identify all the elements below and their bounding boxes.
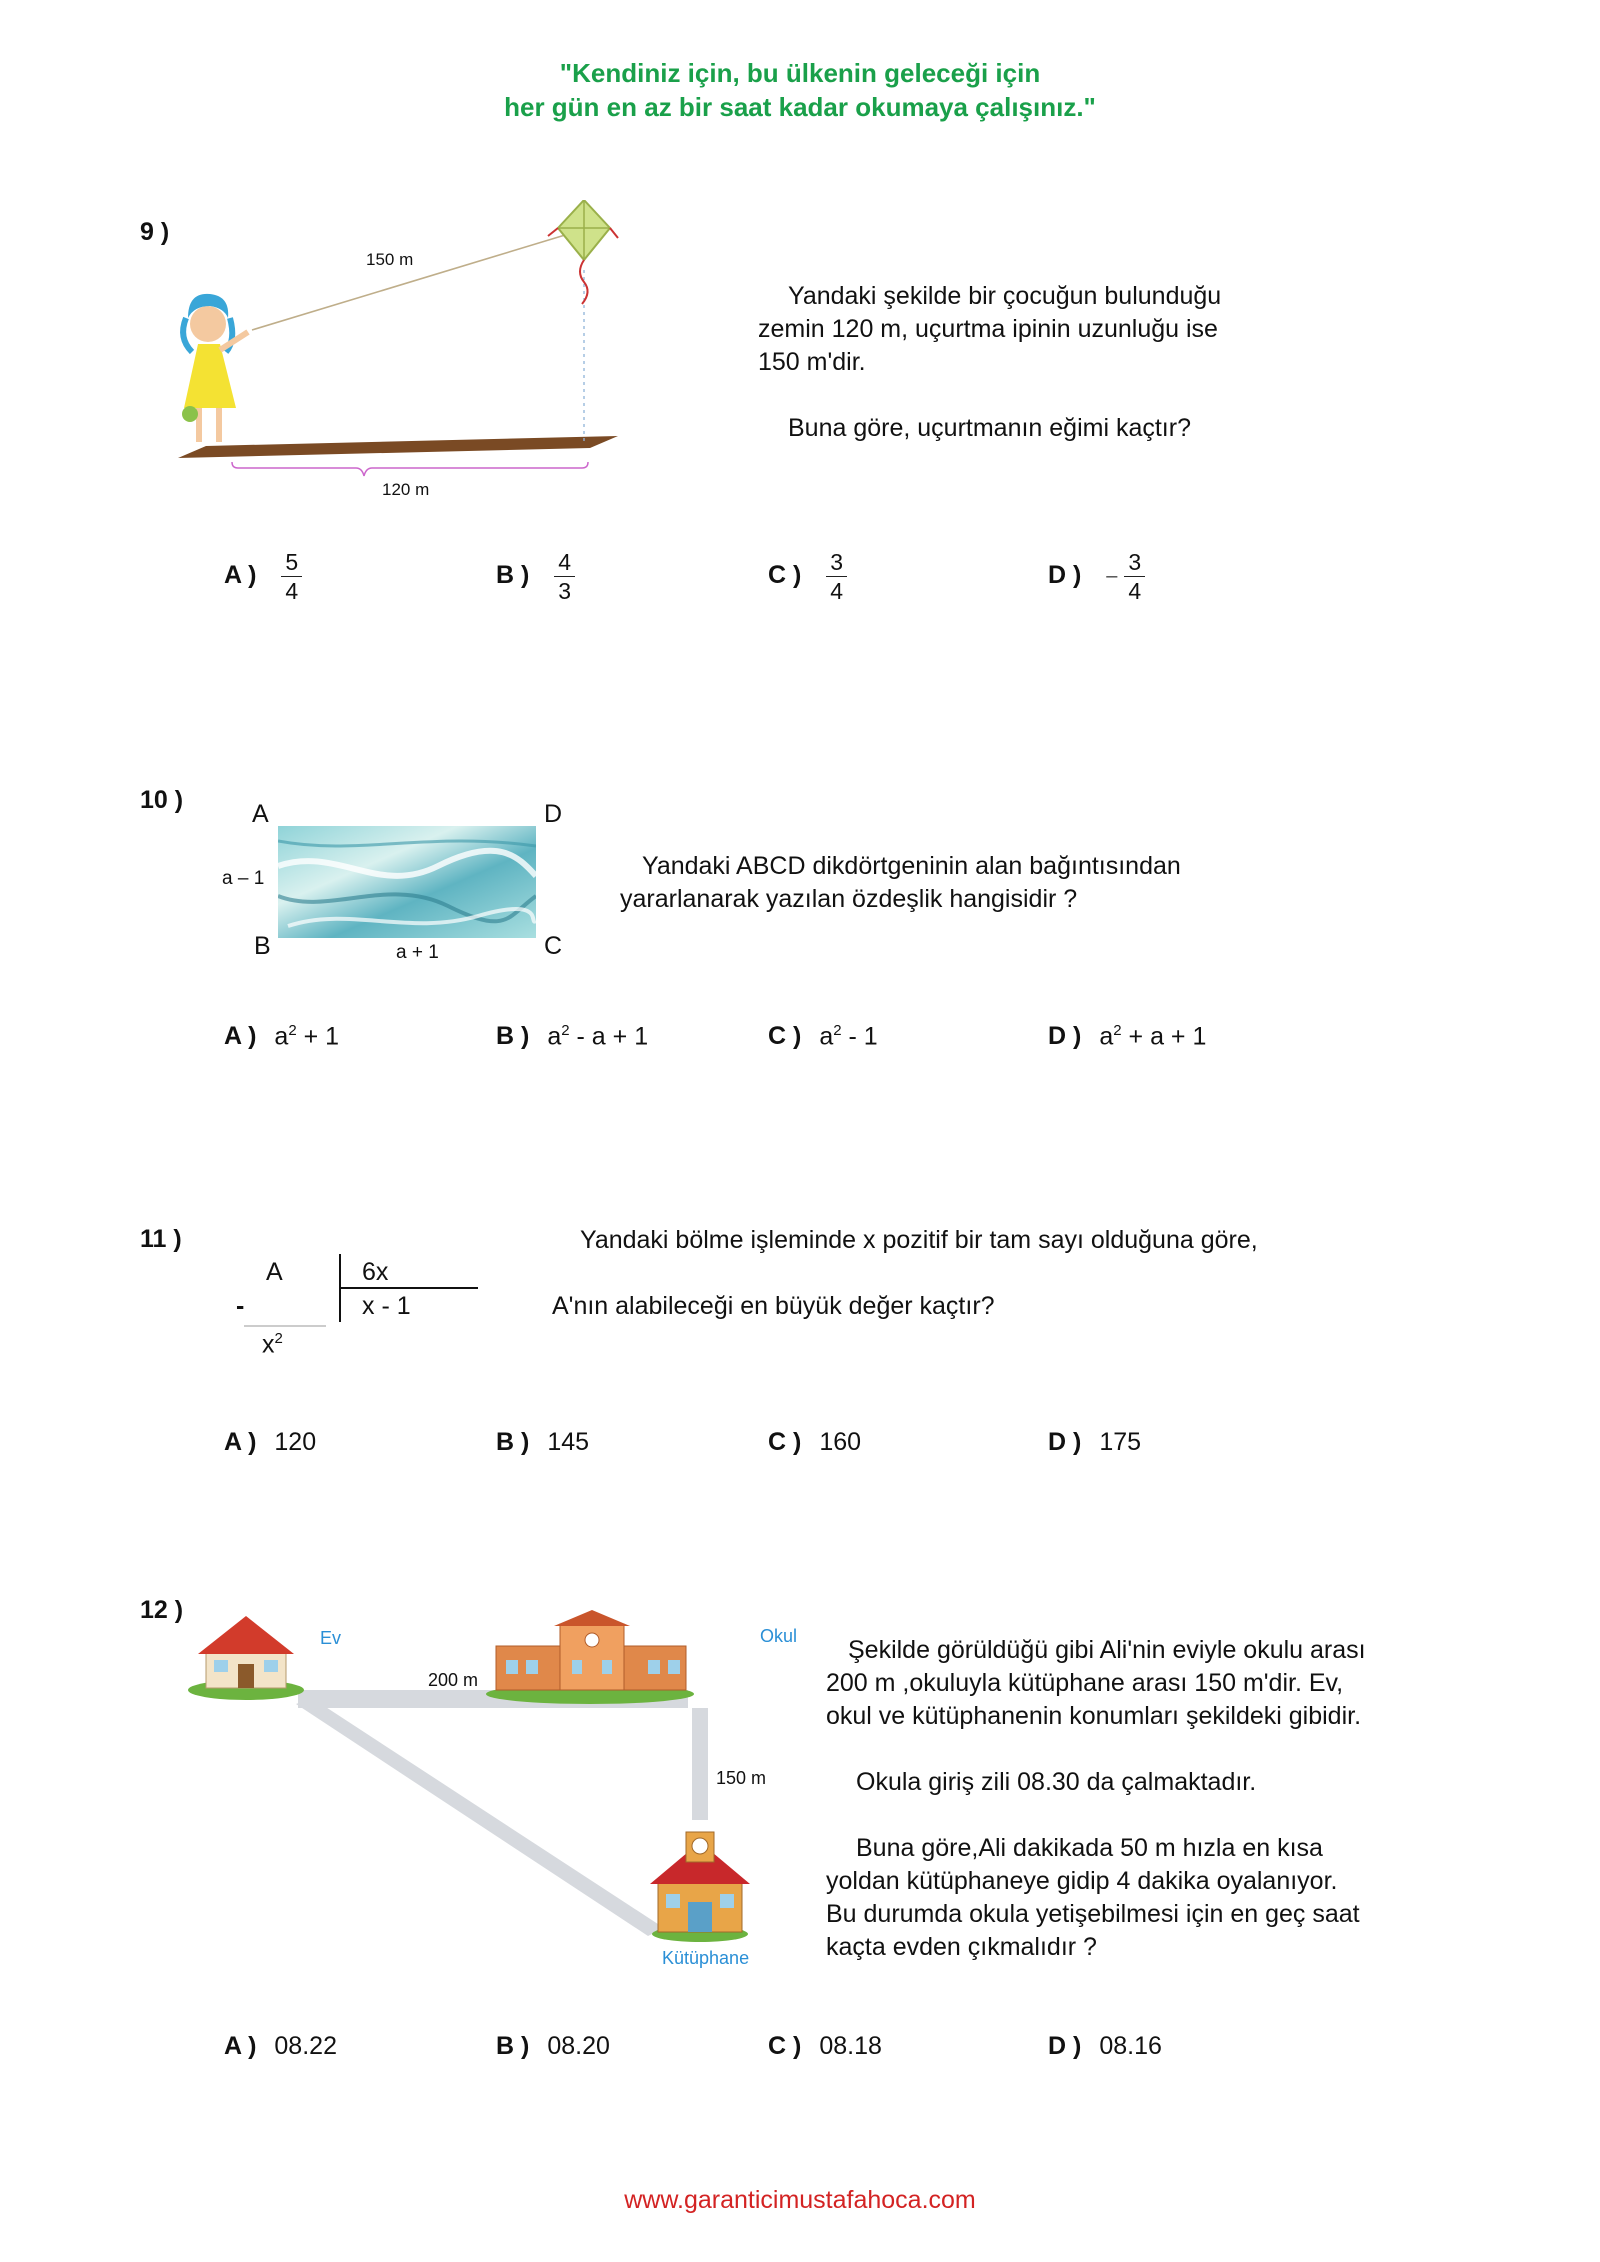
side-left-label: a – 1	[222, 868, 265, 889]
house-icon	[188, 1616, 304, 1700]
divisor-label: 6x	[362, 1258, 389, 1286]
distance-school-library-label: 150 m	[716, 1768, 767, 1788]
q12-option-b[interactable]: B ) 08.20	[496, 2032, 610, 2060]
question-11-text-2: A'nın alabileceği en büyük değer kaçtır?	[552, 1292, 995, 1320]
minus-sign: –	[1106, 565, 1118, 587]
quotient-label: x - 1	[362, 1292, 411, 1320]
question-12-text: Şekilde görüldüğü gibi Ali'nin eviyle okulu arası 200 m ,okuluyla kütüphane arası 150 m'dir. Ev, okul ve kütüphanenin konumları şekildeki gibidir. Okula giriş zili 08.30 da çalmaktadır. Buna göre,Ali dakikada 50 m hızla en kısa yoldan kütüphaneye gidip 4 dakika oyalanıyor. Bu durumda okula yetişebilmesi için en geç saat kaçta evden çıkmalıdır ?	[826, 1636, 1366, 1961]
q10-option-c[interactable]: C ) $a^2 - 1$	[768, 1022, 878, 1051]
q9-option-a[interactable]: A ) $\frac{5}{4}$	[224, 548, 302, 605]
ground-brace	[232, 462, 588, 476]
kite-rope	[252, 232, 575, 330]
corner-c-label: C	[544, 932, 563, 960]
road-home-library	[296, 1698, 664, 1936]
question-11-number: 11 )	[140, 1225, 182, 1253]
girl-icon	[182, 294, 248, 442]
home-label: Ev	[320, 1628, 342, 1648]
side-bottom-label: a + 1	[396, 942, 439, 963]
question-10-text: Yandaki ABCD dikdörtgeninin alan bağıntısından yararlanarak yazılan özdeşlik hangisidir ?	[620, 852, 1181, 913]
q12-option-a[interactable]: A ) 08.22	[224, 2032, 337, 2060]
q10-option-b[interactable]: B ) $a^2 - a + 1$	[496, 1022, 649, 1051]
q12-option-c[interactable]: C ) 08.18	[768, 2032, 882, 2060]
fraction: $\frac{4}{3}$	[554, 548, 575, 605]
subtraction-sign: -	[236, 1292, 245, 1320]
ground-length-label: 120 m	[382, 480, 430, 499]
dividend-label: A	[266, 1258, 283, 1286]
fraction: $\frac{5}{4}$	[281, 548, 302, 605]
q11-option-a[interactable]: A ) 120	[224, 1428, 317, 1456]
header-quote-line2: her gün en az bir saat kadar okumaya çalışınız."	[504, 92, 1096, 122]
school-icon	[486, 1610, 694, 1704]
q9-option-c[interactable]: C ) $\frac{3}{4}$	[768, 548, 847, 605]
q12-option-d[interactable]: D ) 08.16	[1048, 2032, 1162, 2060]
corner-a-label: A	[252, 800, 269, 828]
question-9-text: Yandaki şekilde bir çocuğun bulunduğu zemin 120 m, uçurtma ipinin uzunluğu ise 150 m'dir. Buna göre, uçurtmanın eğimi kaçtır?	[758, 282, 1222, 442]
division-lines	[240, 1252, 480, 1332]
library-label: Kütüphane	[662, 1948, 750, 1968]
kite-icon	[548, 200, 618, 304]
question-9-number: 9 )	[140, 218, 170, 246]
q11-option-c[interactable]: C ) 160	[768, 1428, 862, 1456]
corner-d-label: D	[544, 800, 563, 828]
footer-url[interactable]: www.garanticimustafahoca.com	[624, 2186, 976, 2214]
distance-home-school-label: 200 m	[428, 1670, 479, 1690]
question-12-number: 12 )	[140, 1596, 184, 1624]
q11-option-b[interactable]: B ) 145	[496, 1428, 590, 1456]
road-school-library	[692, 1708, 708, 1820]
remainder-label: $x^2$	[262, 1330, 283, 1359]
q10-option-a[interactable]: A ) $a^2 + 1$	[224, 1022, 340, 1051]
marble-rectangle	[278, 826, 536, 938]
school-label: Okul	[760, 1626, 798, 1646]
header-quote-line1: "Kendiniz için, bu ülkenin geleceği için	[559, 58, 1041, 88]
q10-option-d[interactable]: D ) $a^2 + a + 1$	[1048, 1022, 1207, 1051]
rope-length-label: 150 m	[366, 250, 414, 269]
ground-plank	[178, 436, 618, 458]
fraction: $\frac{3}{4}$	[826, 548, 847, 605]
q9-option-b[interactable]: B ) $\frac{4}{3}$	[496, 548, 575, 605]
corner-b-label: B	[254, 932, 271, 960]
q11-option-d[interactable]: D ) 175	[1048, 1428, 1142, 1456]
question-11-text: Yandaki bölme işleminde x pozitif bir tam sayı olduğuna göre,	[580, 1226, 1258, 1254]
fraction: $\frac{3}{4}$	[1124, 548, 1145, 605]
kite-figure	[160, 200, 640, 500]
q9-option-d[interactable]: D ) – $\frac{3}{4}$	[1048, 548, 1145, 605]
question-10-number: 10 )	[140, 786, 184, 814]
library-icon	[650, 1832, 750, 1942]
